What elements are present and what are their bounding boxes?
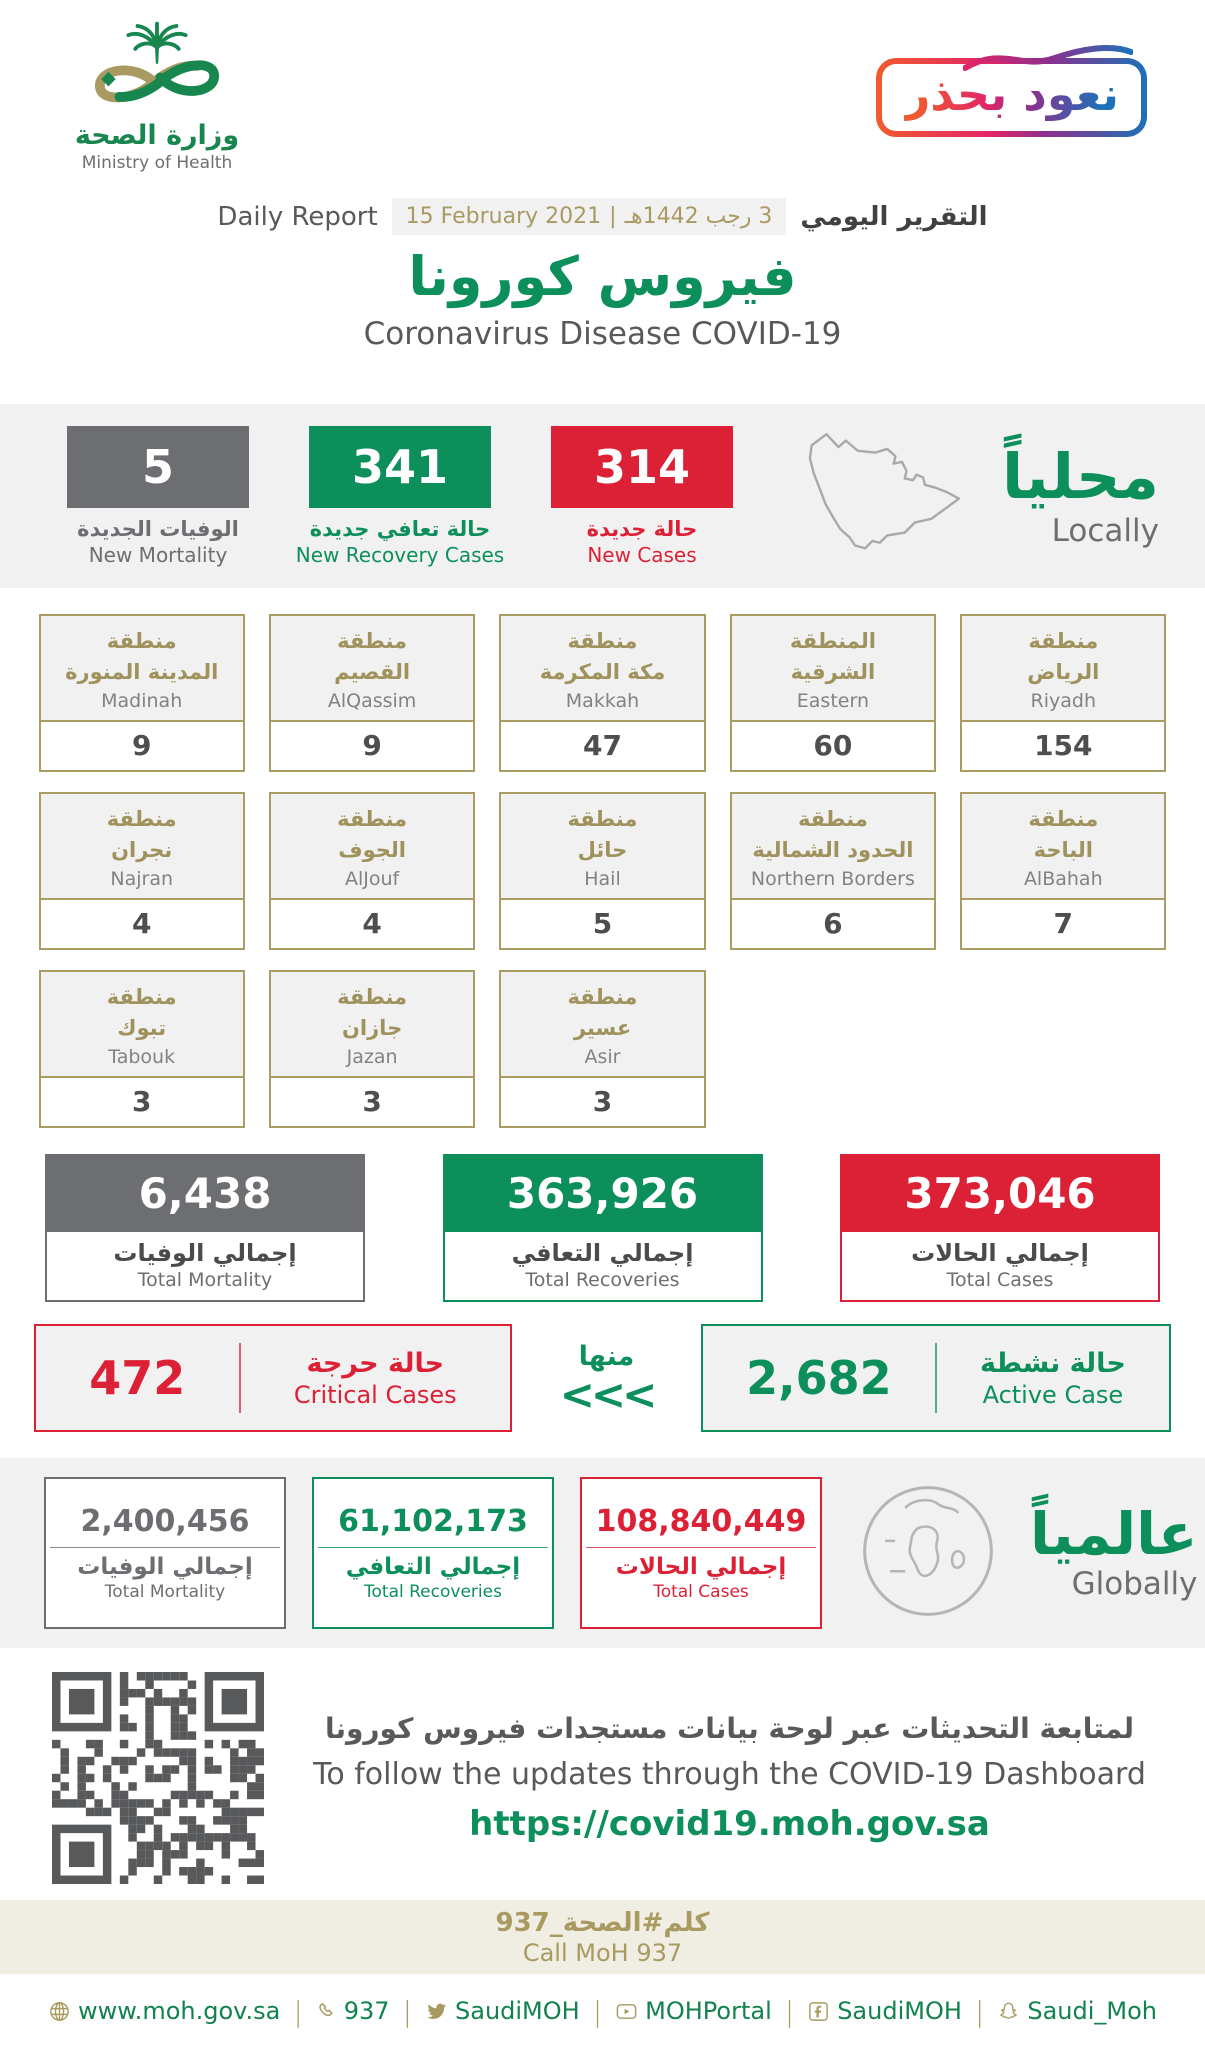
region-card [269,792,475,950]
call-moh-band [0,1900,1205,1974]
facebook-icon [807,2000,830,2023]
globally-label-en: Globally [1071,1566,1198,1603]
footer-item-937[interactable] [316,1997,390,2025]
region-new-cases: 9 [362,729,382,762]
region-new-cases: 60 [813,729,853,762]
regions-row-2 [39,792,1167,950]
region-name-ar-line2: الباحة [1033,837,1093,862]
regions-row-3 [39,970,1167,1128]
region-name-ar-line1: المنطقة [789,629,876,654]
separator: | [293,1994,303,2028]
region-name-en: Hail [584,867,621,890]
separator: | [784,1994,795,2028]
region-name-ar-line2: الرياض [1027,659,1100,684]
badge-label: نعود بحذر [903,67,1119,121]
region-new-cases: 4 [362,907,382,940]
report-date [392,198,787,235]
total-label-ar: إجمالي الحالات [911,1239,1089,1267]
global-stat-label-en: Total Cases [653,1582,749,1602]
region-name-en: AlJouf [344,867,400,890]
region-name-en: Northern Borders [750,867,915,890]
region-name-ar-line1: منطقة [567,629,638,654]
snapchat-icon [997,2000,1020,2023]
region-name-ar-line2: مكة المكرمة [539,659,666,684]
footer-item-www-moh-gov-sa[interactable] [48,1997,280,2025]
region-card [730,614,936,772]
region-name-ar-line2: جازان [341,1015,403,1040]
region-card [499,792,705,950]
critical-active-row [0,1324,1205,1432]
stat-value-box [67,426,249,508]
global-stat-value: 2,400,456 [80,1504,250,1539]
footer-item-saudi-moh[interactable] [997,1997,1157,2025]
region-new-cases: 154 [1034,729,1093,762]
locally-stat [52,426,264,567]
footer-item-label: SaudiMOH [837,1997,962,2025]
footer-item-label: Saudi_Moh [1027,1997,1157,2025]
region-card [39,970,245,1128]
divider [935,1343,937,1413]
region-name-en: Makkah [565,689,640,712]
global-stat-value: 61,102,173 [338,1504,528,1539]
total-card [840,1154,1160,1302]
footer-item-label: MOHPortal [645,1997,772,2025]
region-name-ar-line1: منطقة [337,985,408,1010]
stat-value-box [309,426,491,508]
region-card [269,614,475,772]
global-stat-label-en: Total Recoveries [364,1582,502,1602]
region-name-ar-line1: منطقة [1028,807,1099,832]
region-name-ar-line2: عسير [573,1015,632,1040]
logo-english-name: Ministry of Health [81,153,233,173]
region-name-ar-line2: الجوف [338,837,406,862]
of-which-connector [552,1340,662,1419]
page-title-english: Coronavirus Disease COVID-19 [363,316,842,352]
region-card [269,970,475,1128]
region-name-en: Najran [110,867,174,890]
active-cases-value: 2,682 [746,1351,892,1405]
locally-label [1002,439,1165,550]
stat-value-box [551,426,733,508]
critical-cases-label-en: Critical Cases [293,1380,457,1409]
region-name-ar-line2: المدينة المنورة [65,659,219,684]
region-name-ar-line1: منطقة [106,807,177,832]
region-name-ar-line2: الشرقية [790,659,876,684]
region-card [39,614,245,772]
region-name-en: AlQassim [327,689,417,712]
footer-item-label: 937 [343,1997,390,2025]
critical-cases-value: 472 [89,1351,186,1405]
return-with-caution-badge [876,58,1147,137]
daily-report-label-ar: التقرير اليومي [800,201,988,232]
region-name-ar-line2: حائل [577,837,628,862]
total-label-en: Total Cases [946,1269,1054,1291]
global-stat-card [580,1477,822,1629]
region-new-cases: 6 [823,907,843,940]
divider [50,1547,280,1548]
locally-label-ar: محلياً [1002,439,1159,513]
critical-cases-label-ar: حالة حرجة [306,1347,445,1379]
totals-row [0,1154,1205,1302]
footer-item-saudimoh[interactable] [425,1997,580,2025]
dashboard-text-en: To follow the updates through the COVID-19 Dashboard [313,1757,1146,1792]
total-label-en: Total Mortality [137,1269,273,1291]
regions-row-1 [39,614,1167,772]
moh-palm-logo-icon [82,99,232,118]
twitter-icon [425,2000,448,2023]
region-name-en: Madinah [101,689,183,712]
daily-report-label-en: Daily Report [217,201,378,232]
region-name-ar-line1: منطقة [337,807,408,832]
region-name-en: AlBahah [1023,867,1103,890]
active-cases-label-ar: حالة نشطة [979,1347,1126,1379]
stat-label-ar: حالة تعافي جديدة [309,516,491,541]
region-card [39,792,245,950]
locally-stat [294,426,506,567]
region-name-en: Jazan [346,1045,398,1068]
total-value: 363,926 [506,1168,699,1218]
globally-label-ar: عالمياً [1030,1499,1198,1568]
stat-value: 341 [351,439,449,494]
total-card [443,1154,763,1302]
of-which-label: منها [578,1340,635,1372]
region-name-ar-line1: منطقة [797,807,868,832]
separator: | [974,1994,985,2028]
dashboard-url-link[interactable]: https://covid19.moh.gov.sa [469,1804,990,1844]
stat-label-en: New Mortality [88,542,228,567]
region-new-cases: 3 [592,1085,613,1118]
region-name-en: Eastern [796,689,869,712]
divider [239,1343,241,1413]
region-new-cases: 47 [583,729,622,762]
active-cases-label-en: Active Case [982,1380,1124,1409]
region-name-ar-line1: منطقة [1028,629,1099,654]
logo-arabic-name: وزارة الصحة [74,120,240,151]
region-name-ar-line1: منطقة [106,985,177,1010]
divider [318,1547,548,1548]
region-name-ar-line1: منطقة [106,629,177,654]
report-title-row [0,198,1205,235]
badge-swoosh-icon [963,42,1133,80]
footer-contact-bar [0,1974,1205,2048]
separator: | [592,1994,603,2028]
date-divider: | [609,204,617,229]
stat-label-ar: حالة جديدة [586,516,698,541]
total-label-ar: إجمالي الوفيات [113,1239,297,1267]
global-stat-label-en: Total Mortality [104,1582,226,1602]
region-card [499,970,705,1128]
chevrons-left-icon: <<< [559,1369,654,1419]
globally-stats [44,1477,822,1629]
critical-cases-box [34,1324,512,1432]
dashboard-text-ar: لمتابعة التحديثات عبر لوحة بيانات مستجدات فيروس كورونا [324,1712,1135,1745]
total-card [45,1154,365,1302]
locally-stats [52,426,748,567]
stat-value: 314 [593,439,691,494]
region-card [960,614,1166,772]
global-stat-label-ar: إجمالي التعافي [345,1554,521,1580]
region-new-cases: 4 [131,907,152,940]
globally-section [0,1458,1205,1648]
total-label-ar: إجمالي التعافي [511,1239,694,1267]
date-gregorian: 15 February 2021 [405,204,602,229]
region-name-en: Asir [584,1045,621,1068]
stat-label-ar: الوفيات الجديدة [77,516,239,541]
global-stat-label-ar: إجمالي الحالات [615,1554,787,1580]
youtube-icon [615,2000,638,2023]
call-moh-en: Call MoH 937 [522,1938,683,1967]
total-value: 6,438 [138,1168,272,1218]
region-new-cases: 3 [362,1085,382,1118]
total-value: 373,046 [904,1168,1096,1218]
globe-icon [48,2000,71,2023]
global-stat-card [312,1477,554,1629]
region-name-ar-line2: الحدود الشمالية [752,837,914,862]
region-new-cases: 7 [1053,907,1074,940]
header [0,0,1205,392]
footer-item-label: www.moh.gov.sa [78,1997,281,2025]
global-stat-card [44,1477,286,1629]
locally-label-en: Locally [1051,513,1159,550]
regions-grid [39,614,1167,1128]
saudi-arabia-map-icon [784,425,972,567]
total-label-en: Total Recoveries [525,1269,680,1291]
region-name-ar-line2: نجران [111,837,173,862]
region-name-ar-line1: منطقة [567,985,638,1010]
region-new-cases: 9 [131,729,152,762]
call-moh-ar: كلم#الصحة_937 [495,1907,710,1938]
qr-code [52,1672,264,1884]
region-card [960,792,1166,950]
region-card [730,792,936,950]
active-cases-box [701,1324,1171,1432]
region-name-ar-line2: القصيم [334,659,411,684]
global-stat-value: 108,840,449 [595,1504,807,1539]
date-hijri: 3 رجب 1442هـ [624,204,773,229]
region-name-en: Riyadh [1030,689,1097,712]
region-name-ar-line1: منطقة [337,629,408,654]
footer-item-label: SaudiMOH [455,1997,580,2025]
separator: | [402,1994,412,2028]
global-stat-label-ar: إجمالي الوفيات [77,1554,253,1580]
divider [586,1547,816,1548]
locally-stat [536,426,748,567]
locally-section [0,404,1205,588]
region-name-ar-line1: منطقة [567,807,638,832]
footer-item-mohportal[interactable] [615,1997,772,2025]
page-title-arabic: فيروس كورونا [408,245,797,308]
phone-icon [316,2001,337,2022]
region-card [499,614,705,772]
globe-icon [852,1475,1004,1631]
region-new-cases: 5 [592,907,613,940]
moh-logo [52,18,262,173]
region-name-en: Tabouk [108,1045,176,1068]
stat-label-en: New Recovery Cases [295,542,505,567]
stat-label-en: New Cases [587,542,697,567]
region-new-cases: 3 [131,1085,152,1118]
dashboard-section [0,1670,1205,1886]
footer-item-saudimoh[interactable] [807,1997,962,2025]
region-name-ar-line2: تبوك [117,1015,167,1040]
globally-label [1030,1499,1202,1603]
stat-value: 5 [141,439,174,494]
